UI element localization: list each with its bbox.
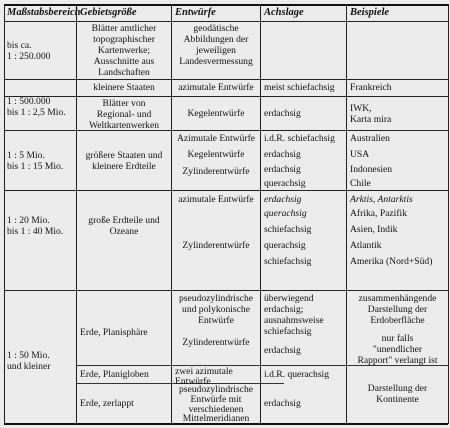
table-border-left bbox=[4, 4, 5, 424]
row-divider bbox=[4, 130, 448, 131]
designs-text: zwei azimutale bbox=[175, 366, 233, 377]
axis-text: erdachsig bbox=[264, 345, 301, 356]
axis-text: erdachsig bbox=[264, 194, 302, 205]
axis-text: querachsig bbox=[264, 240, 306, 251]
axis-text: erdachsig bbox=[264, 398, 301, 409]
header-axis: Achslage bbox=[264, 7, 304, 18]
example-text: zusammenhängende bbox=[358, 293, 437, 304]
row-divider bbox=[4, 190, 448, 191]
designs-text: Kegelentwürfe bbox=[187, 149, 245, 160]
table-border-top bbox=[4, 4, 448, 6]
scale-text: 1 : 20 Mio. bbox=[7, 215, 50, 226]
area-text: Weltkartenwerken bbox=[88, 120, 160, 131]
area-text: große Erdteile und bbox=[88, 215, 160, 226]
scale-text: 1 : 500.000 bbox=[7, 96, 51, 107]
row-divider bbox=[4, 96, 448, 97]
example-text: Indonesien bbox=[350, 164, 393, 175]
axis-text: meist schiefachsig bbox=[264, 82, 335, 93]
scale-text: 1 : 5 Mio. bbox=[7, 150, 45, 161]
designs-text: Zylinderentwürfe bbox=[182, 166, 250, 177]
area-text: Blätter amtlicher bbox=[91, 23, 157, 34]
designs-text: azimutale Entwürfe bbox=[178, 194, 254, 205]
scale-text: 1 : 250.000 bbox=[7, 51, 51, 62]
scale-text: bis 1 : 15 Mio. bbox=[7, 161, 64, 172]
example-text: IWK, bbox=[350, 103, 372, 114]
scale-text: bis 1 : 40 Mio. bbox=[7, 226, 64, 237]
example-text: nur falls bbox=[381, 333, 414, 344]
column-divider bbox=[260, 4, 261, 424]
example-text: Frankreich bbox=[350, 82, 392, 93]
designs-text: Entwürfe bbox=[175, 376, 211, 387]
header-examples: Beispiele bbox=[350, 7, 390, 18]
designs-text: verschiedenen bbox=[188, 404, 244, 415]
example-text: Kontinente bbox=[376, 394, 419, 405]
area-text: Ozeane bbox=[109, 226, 139, 237]
axis-text: i.d.R. schiefachsig bbox=[264, 133, 335, 144]
example-text: Erdoberfläche bbox=[370, 315, 425, 326]
area-text: Erde, zerlappt bbox=[80, 398, 134, 409]
designs-text: azimutale Entwürfe bbox=[178, 82, 254, 93]
designs-text: Azimutale Entwürfe bbox=[176, 133, 256, 144]
example-text: Arktis, Antarktis bbox=[350, 194, 413, 205]
example-text: Atlantik bbox=[350, 240, 382, 251]
designs-text: Zylinderentwürfe bbox=[182, 240, 250, 251]
example-text: Australien bbox=[350, 133, 390, 144]
area-text: Erde, Planisphäre bbox=[80, 327, 148, 338]
designs-text: Kegelentwürfe bbox=[187, 108, 245, 119]
example-text: Asien, Indik bbox=[350, 224, 398, 235]
axis-text: querachsig bbox=[264, 178, 306, 189]
axis-text: querachsig bbox=[264, 208, 307, 219]
example-text: Afrika, Pazifik bbox=[350, 208, 408, 219]
area-text: größere Staaten und bbox=[85, 150, 163, 161]
row-divider bbox=[4, 290, 448, 291]
example-text: USA bbox=[350, 149, 370, 160]
example-text: Karta mira bbox=[350, 114, 392, 125]
designs-text: pseudozylindrische bbox=[178, 293, 254, 304]
header-designs: Entwürfe bbox=[175, 7, 216, 18]
row-divider bbox=[4, 79, 448, 80]
header-scale: Maßstabsbereich bbox=[7, 7, 81, 18]
example-text: Chile bbox=[350, 178, 371, 189]
axis-text: erdachsig bbox=[264, 108, 301, 119]
header-divider bbox=[4, 21, 448, 22]
designs-text: Abbildungen der bbox=[183, 34, 249, 45]
designs-text: Mittelmeridianen bbox=[182, 413, 250, 424]
area-text: Kartenwerke; bbox=[97, 45, 151, 56]
area-text: kleinere Staaten bbox=[93, 82, 155, 93]
designs-text: Entwürfe bbox=[198, 315, 234, 326]
designs-text: Landesvermessung bbox=[179, 56, 253, 67]
scale-text: bis 1 : 2,5 Mio. bbox=[7, 107, 66, 118]
scale-text: und kleiner bbox=[7, 361, 51, 372]
example-text: "unendlicher bbox=[372, 344, 423, 355]
area-text: Erde, Planigloben bbox=[80, 369, 149, 380]
axis-text: erdachsig bbox=[264, 164, 301, 175]
designs-text: jeweiligen bbox=[196, 45, 236, 56]
example-text: Rapport" verlangt ist bbox=[357, 355, 438, 366]
area-text: Ausschnitte aus bbox=[93, 56, 155, 67]
area-text: topographischer bbox=[93, 34, 155, 45]
designs-text: Entwürfe mit bbox=[190, 394, 242, 405]
axis-text: überwiegend bbox=[264, 293, 314, 304]
example-text: Amerika (Nord+Süd) bbox=[350, 256, 433, 267]
axis-text: i.d.R. querachsig bbox=[264, 369, 330, 380]
example-text: Darstellung der bbox=[367, 304, 428, 315]
area-text: Landschaften bbox=[98, 67, 150, 78]
axis-text: erdachsig bbox=[264, 149, 301, 160]
scale-text: 1 : 50 Mio. bbox=[7, 350, 50, 361]
area-text: Regional- und bbox=[96, 109, 152, 120]
table-border-right bbox=[448, 4, 449, 424]
designs-text: Zylinderentwürfe bbox=[182, 337, 250, 348]
designs-text: geodätische bbox=[193, 23, 239, 34]
axis-text: schiefachsig bbox=[264, 224, 312, 235]
designs-text: und polykonische bbox=[182, 304, 250, 315]
scale-text: bis ca. bbox=[7, 40, 32, 51]
area-text: kleinere Erdteile bbox=[92, 161, 156, 172]
header-area: Gebietsgröße bbox=[80, 7, 137, 18]
designs-text: pseudozylindrische bbox=[178, 384, 254, 395]
axis-text: schiefachsig bbox=[264, 256, 312, 267]
axis-text: schiefachsig bbox=[264, 326, 312, 337]
axis-text: erdachsig; bbox=[264, 304, 304, 315]
axis-text: ausnahmsweise bbox=[264, 315, 324, 326]
example-text: Darstellung der bbox=[367, 383, 428, 394]
area-text: Blätter von bbox=[102, 98, 146, 109]
